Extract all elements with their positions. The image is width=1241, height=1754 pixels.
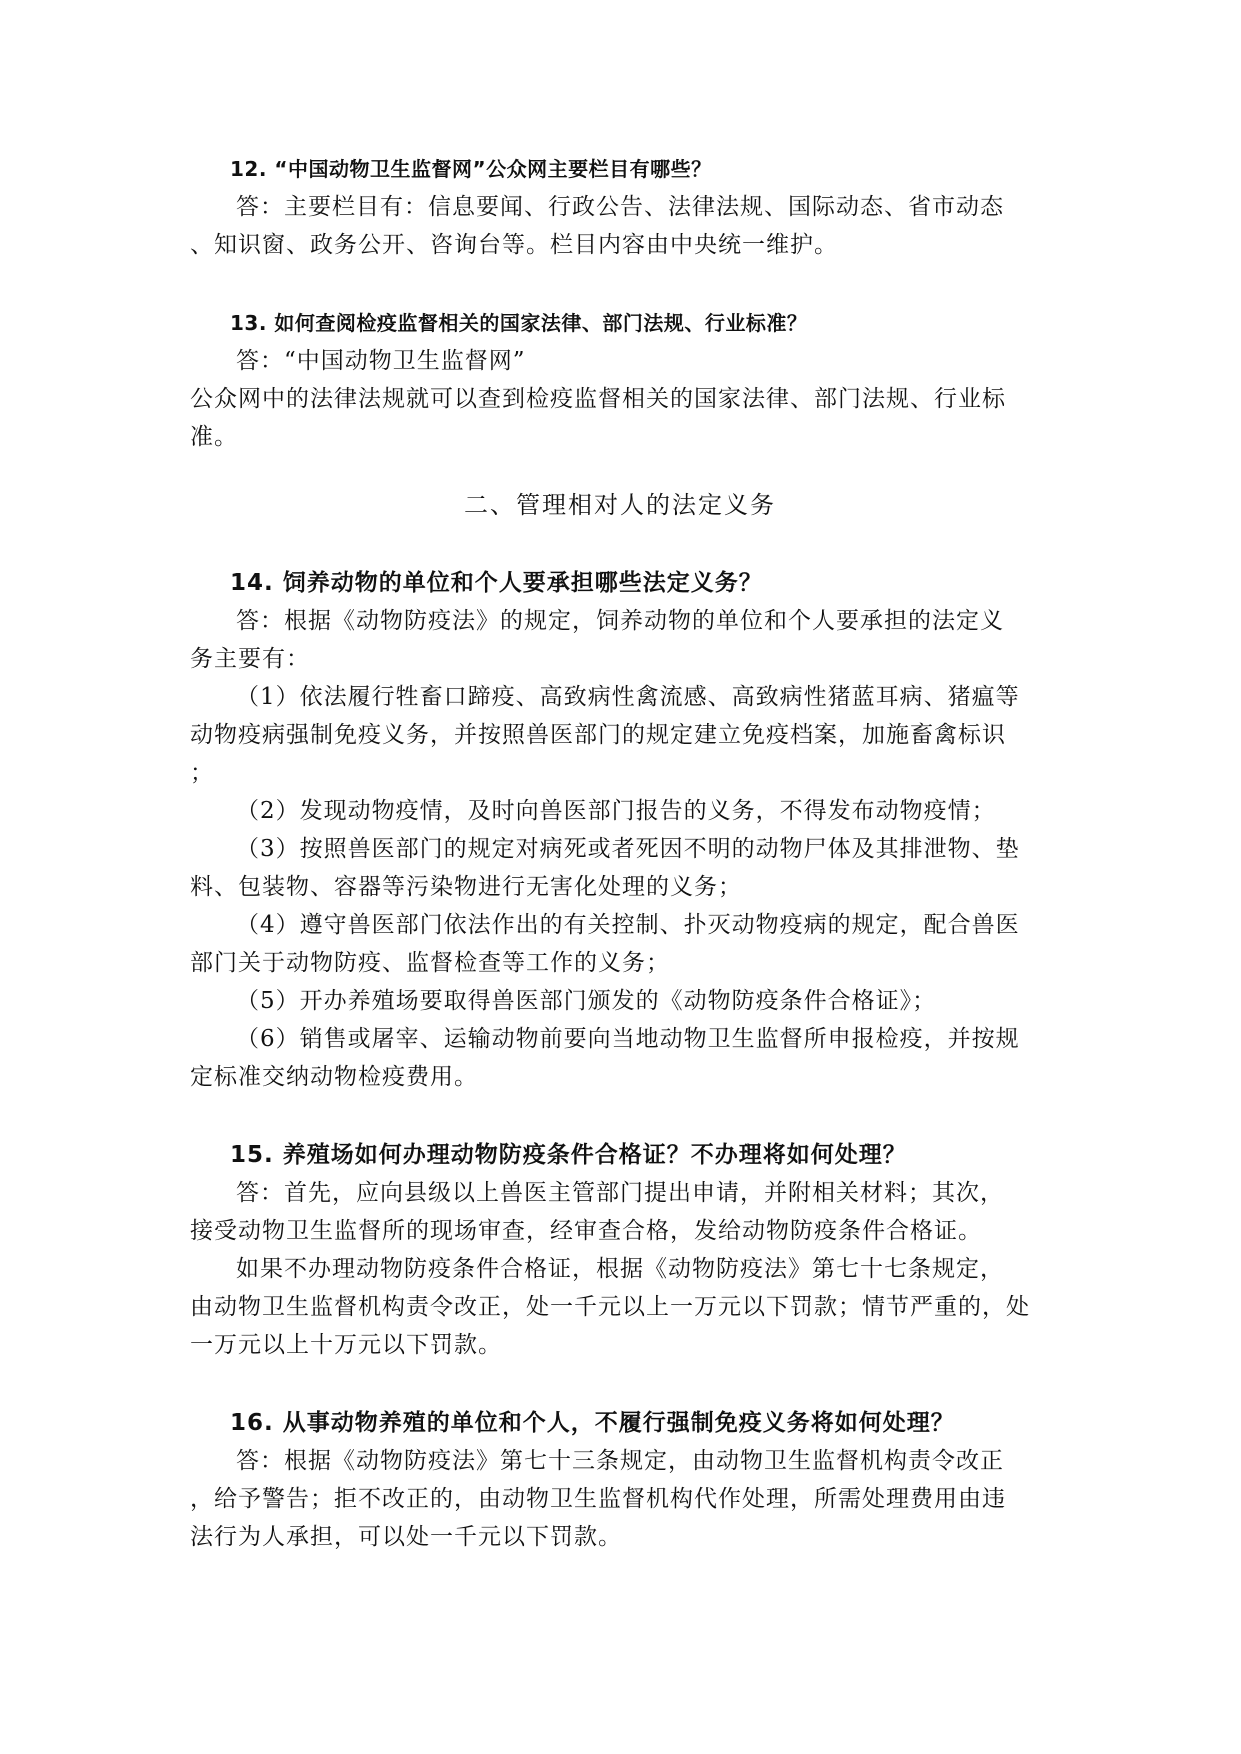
answer-12-line-2: 、知识窗、政务公开、咨询台等。栏目内容由中央统一维护。 — [190, 232, 838, 258]
spacer — [190, 1364, 1050, 1404]
spacer — [190, 456, 1050, 486]
answer-14-item-1: （1）依法履行牲畜口蹄疫、高致病性禽流感、高致病性猪蓝耳病、猪瘟等 — [236, 684, 1020, 710]
answer-13-line-1: 答：“中国动物卫生监督网” — [236, 348, 526, 374]
answer-14-line-1: 答：根据《动物防疫法》的规定，饲养动物的单位和个人要承担的法定义 — [236, 608, 1004, 634]
question-15: 15. 养殖场如何办理动物防疫条件合格证？不办理将如何处理？ — [230, 1142, 907, 1168]
answer-14-item-4-cont: 部门关于动物防疫、监督检查等工作的义务； — [190, 950, 670, 976]
answer-15-line-3: 如果不办理动物防疫条件合格证，根据《动物防疫法》第七十七条规定， — [236, 1256, 1004, 1282]
answer-14-item-3-cont: 料、包装物、容器等污染物进行无害化处理的义务； — [190, 874, 742, 900]
spacer — [190, 1096, 1050, 1136]
spacer — [190, 524, 1050, 564]
answer-14-item-3: （3）按照兽医部门的规定对病死或者死因不明的动物尸体及其排泄物、垫 — [236, 836, 1020, 862]
answer-15-line-1: 答：首先，应向县级以上兽医主管部门提出申请，并附相关材料；其次， — [236, 1180, 1004, 1206]
question-14: 14. 饲养动物的单位和个人要承担哪些法定义务？ — [230, 570, 763, 596]
answer-14-item-5: （5）开办养殖场要取得兽医部门颁发的《动物防疫条件合格证》； — [236, 988, 937, 1014]
question-16: 16. 从事动物养殖的单位和个人，不履行强制免疫义务将如何处理？ — [230, 1410, 955, 1436]
answer-13-line-3: 准。 — [190, 424, 238, 450]
question-13: 13. 如何查阅检疫监督相关的国家法律、部门法规、行业标准？ — [230, 311, 808, 335]
answer-12-line-1: 答：主要栏目有：信息要闻、行政公告、法律法规、国际动态、省市动态 — [236, 194, 1004, 220]
section-heading: 二、管理相对人的法定义务 — [464, 491, 776, 519]
document-page — [190, 150, 1050, 1556]
answer-14-item-1-cont: 动物疫病强制免疫义务，并按照兽医部门的规定建立免疫档案，加施畜禽标识 — [190, 722, 1006, 748]
question-12: 12. “中国动物卫生监督网”公众网主要栏目有哪些？ — [230, 157, 712, 181]
answer-14-item-1-end: ； — [190, 760, 214, 786]
answer-16-line-1: 答：根据《动物防疫法》第七十三条规定，由动物卫生监督机构责令改正 — [236, 1448, 1004, 1474]
answer-15-line-4: 由动物卫生监督机构责令改正，处一千元以上一万元以下罚款；情节严重的，处 — [190, 1294, 1030, 1320]
answer-16-line-2: ，给予警告；拒不改正的，由动物卫生监督机构代作处理，所需处理费用由违 — [190, 1486, 1006, 1512]
answer-14-item-6-cont: 定标准交纳动物检疫费用。 — [190, 1064, 478, 1090]
answer-15-line-2: 接受动物卫生监督所的现场审查，经审查合格，发给动物防疫条件合格证。 — [190, 1218, 982, 1244]
answer-14-item-2: （2）发现动物疫情，及时向兽医部门报告的义务，不得发布动物疫情； — [236, 798, 996, 824]
answer-13-line-2: 公众网中的法律法规就可以查到检疫监督相关的国家法律、部门法规、行业标 — [190, 386, 1006, 412]
answer-14-item-4: （4）遵守兽医部门依法作出的有关控制、扑灭动物疫病的规定，配合兽医 — [236, 912, 1020, 938]
answer-14-line-2: 务主要有： — [190, 646, 310, 672]
spacer — [190, 264, 1050, 304]
answer-16-line-3: 法行为人承担，可以处一千元以下罚款。 — [190, 1524, 622, 1550]
answer-15-line-5: 一万元以上十万元以下罚款。 — [190, 1332, 502, 1358]
answer-14-item-6: （6）销售或屠宰、运输动物前要向当地动物卫生监督所申报检疫，并按规 — [236, 1026, 1020, 1052]
